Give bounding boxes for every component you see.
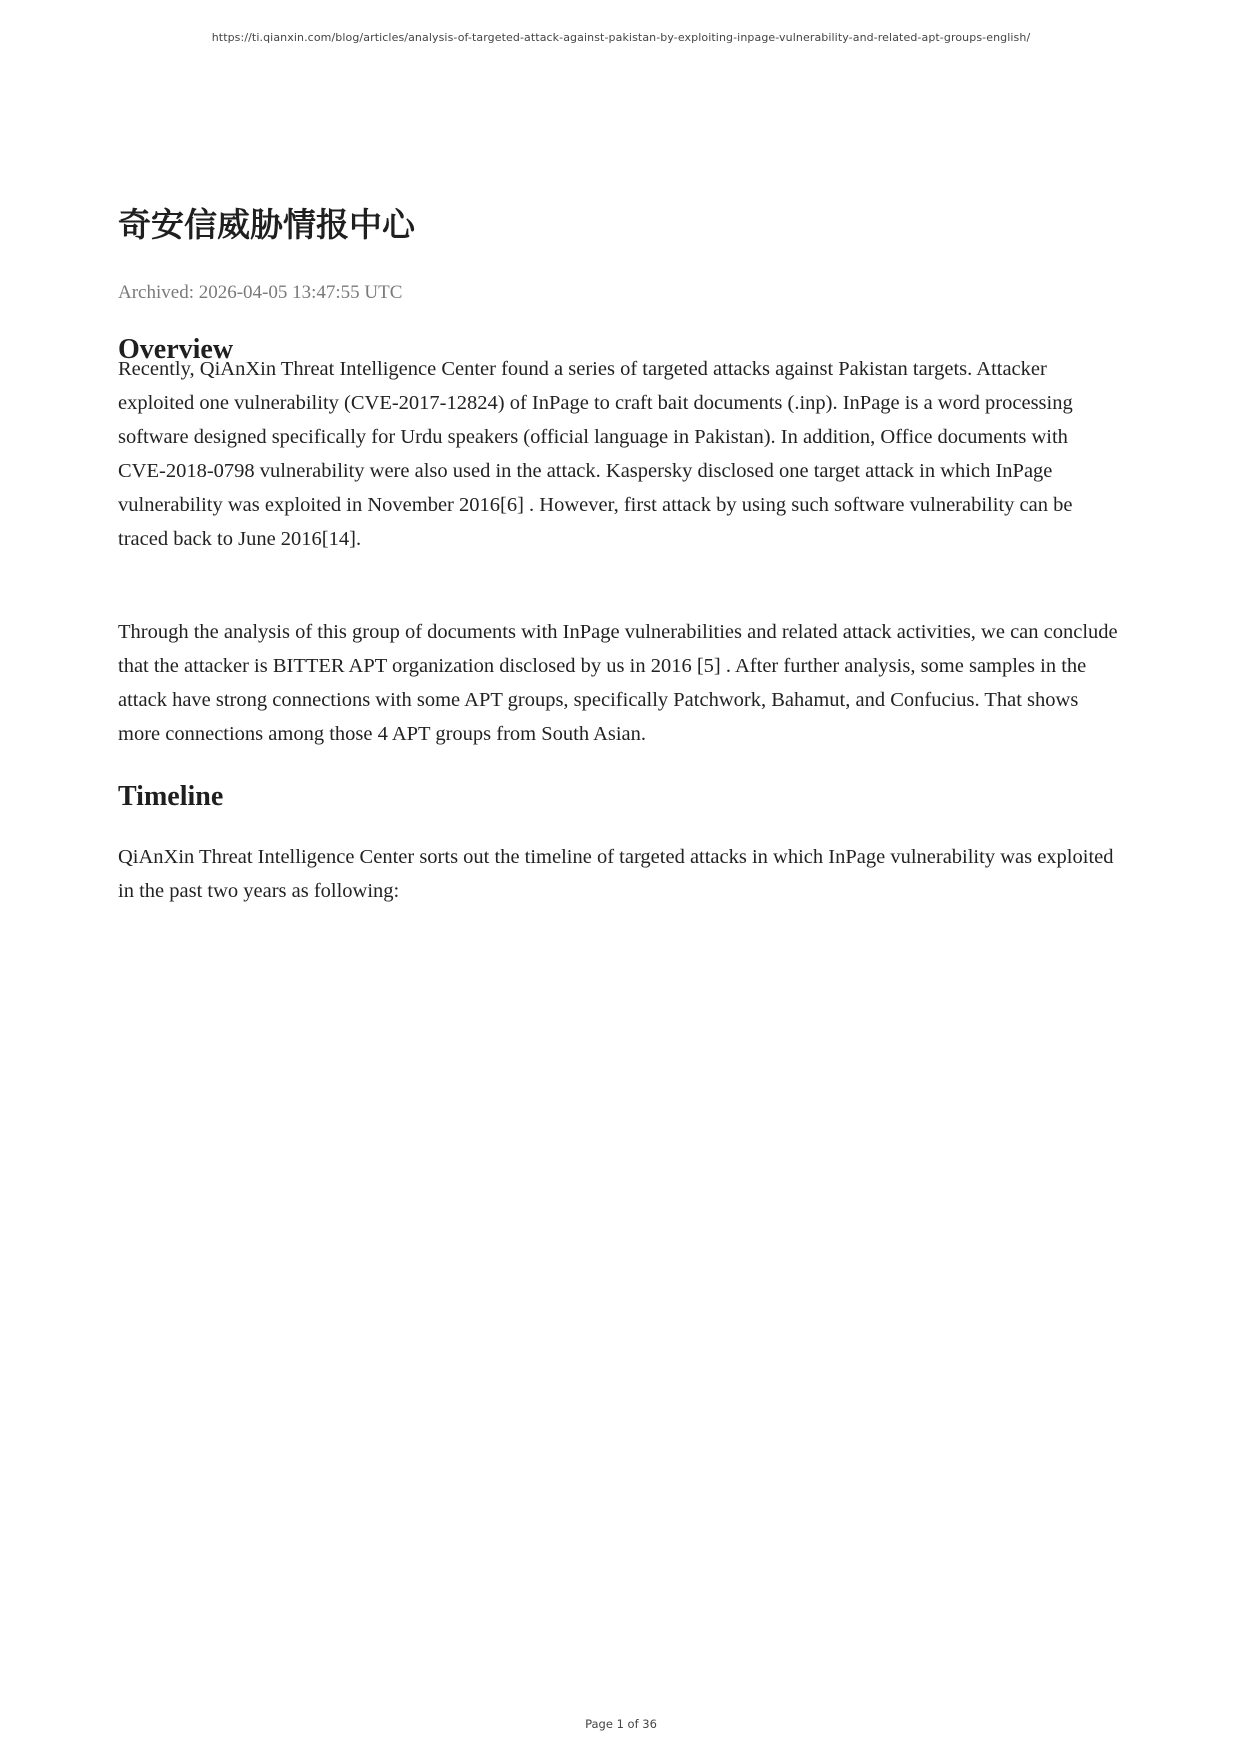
page-number-footer: Page 1 of 36 [585, 1717, 657, 1731]
site-title: 奇安信威胁情报中心 [118, 205, 415, 244]
timeline-heading: Timeline [118, 781, 224, 812]
overview-paragraph-1: Recently, QiAnXin Threat Intelligence Center found a series of targeted attacks against Pakistan targets. Attacker exploited one vulnerability (CVE-2017-12824) of InPage to craft bait documents (.inp). InPage is a word processing software designed specifically for Urdu speakers (official language in Pakistan). In addition, Office documents with CVE-2018-0798 vulnerability were also used in the attack. Kaspersky disclosed one target attack in which InPage vulnerability was exploited in November 2016[6] . However, first attack by using such software vulnerability can be traced back to June 2016[14]. [118, 358, 1073, 550]
overview-heading: Overview [118, 334, 234, 365]
timeline-paragraph-1: QiAnXin Threat Intelligence Center sorts out the timeline of targeted attacks in which InPage vulnerability was exploited in the past two years as following: [118, 846, 1114, 902]
overview-paragraph-2: Through the analysis of this group of documents with InPage vulnerabilities and related attack activities, we can conclude that the attacker is BITTER APT organization disclosed by us in 2016 [5] . After further analysis, some samples in the attack have strong connections with some APT groups, specifically Patchwork, Bahamut, and Confucius. That shows more connections among those 4 APT groups from South Asian. [118, 621, 1118, 745]
archived-timestamp: Archived: 2026-04-05 13:47:55 UTC [118, 282, 403, 303]
page-url-header: https://ti.qianxin.com/blog/articles/analysis-of-targeted-attack-against-pakistan-by-exploiting-inpage-vulnerability-and-related-apt-groups-english/ [211, 31, 1031, 44]
